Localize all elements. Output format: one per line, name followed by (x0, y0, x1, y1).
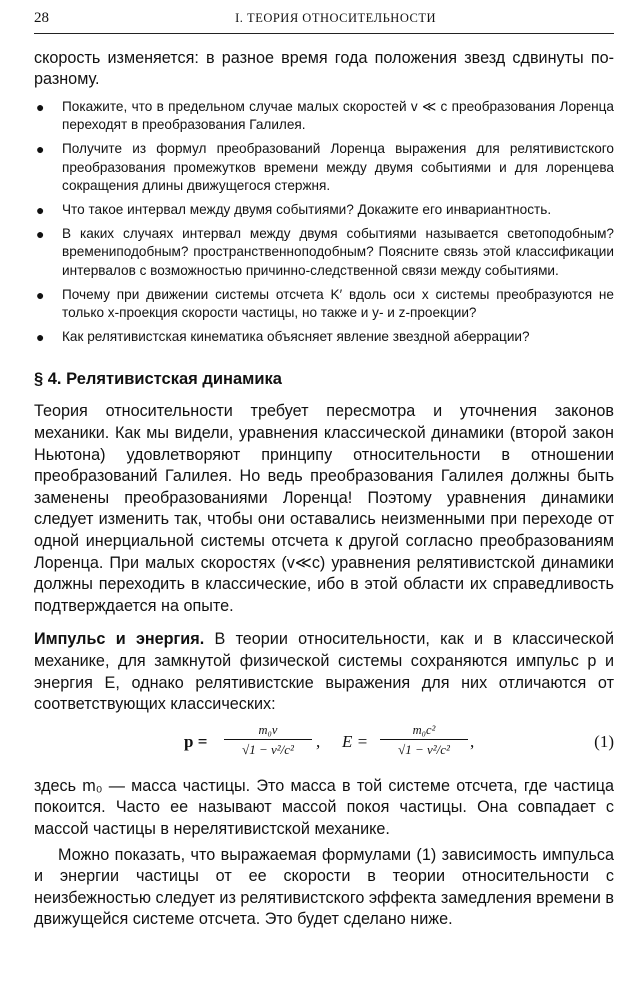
question-text: Почему при движении системы отсчета K′ вдоль оси x системы преобразуются не только x-проекция скорости частицы, но также и y- и z-проекции? (62, 286, 614, 321)
section-intro: Теория относительности требует пересмотра и уточнения законов механики. Как мы видели, уравнения классической динамики (второй закон Ньютона) удовлетворяют принципу относительности в отношении преобразований Галилея. Но ведь преобразования Галилея должны быть заменены преобразованиями Лоренца! Поэтому уравнения динамики следует изменить так, чтобы они оставались неизменными при переходе от одной инерциальной системы отсчета к другой согласно преобразованиям Лоренца. При малых скоростях (v≪c) уравнения релятивистской динамики должны переходить в классические, ибо в этой области их справедливость подтверждается на опыте. (34, 402, 614, 615)
section-title: § 4. Релятивистская динамика (34, 370, 282, 389)
energy-fraction (380, 722, 468, 759)
energy-lhs: E = (342, 731, 369, 751)
question-text: Как релятивистская кинематика объясняет явление звездной аберрации? (62, 329, 530, 345)
running-header (34, 10, 614, 34)
subsection-heading: Импульс и энергия. (34, 630, 205, 649)
book-page (34, 10, 614, 931)
question-text: В каких случаях интервал между двумя событиями называется светоподобным? времениподобным? пространственноподобным? Поясните связь этой классификации интервалов с возможностью причинно-следственной связи между событиями. (62, 226, 614, 278)
bullet-icon: ● (36, 202, 45, 219)
energy-numerator: m₀c² (412, 722, 436, 737)
question-text: Что такое интервал между двумя событиями? Докажите его инвариантность. (62, 202, 552, 218)
question-item (34, 201, 614, 219)
equation-number: (1) (594, 731, 614, 751)
bullet-icon: ● (36, 329, 45, 346)
bullet-icon: ● (36, 226, 45, 243)
question-item (34, 286, 614, 322)
chapter-title: I. ТЕОРИЯ ОТНОСИТЕЛЬНОСТИ (235, 11, 436, 25)
fraction-bar (224, 739, 312, 740)
formula-1 (34, 718, 614, 774)
momentum-lhs: p = (184, 731, 208, 751)
question-text: Покажите, что в предельном случае малых скоростей v ≪ c преобразования Лоренца переходят в преобразования Галилея. (62, 99, 614, 133)
question-item (34, 98, 614, 134)
page-number: 28 (34, 10, 49, 26)
final-paragraph: Можно показать, что выражаемая формулами (1) зависимость импульса и энергии частицы от ее скорости в теории относительности с неизбежностью следует из релятивистского эффекта замедления времени в движущейся системе отсчета. Это будет сделано ниже. (34, 845, 614, 929)
bullet-icon: ● (36, 286, 45, 303)
question-item (34, 328, 614, 346)
question-text: Получите из формул преобразований Лоренца выражения для релятивистского преобразования промежутков времени между двумя событиями и для лоренцева сокращения длины движущегося стержня. (62, 141, 614, 193)
momentum-fraction (224, 722, 312, 759)
subsection-paragraph (34, 629, 614, 715)
question-item (34, 140, 614, 195)
subsection-text: В теории относительности, как и в классической механике, для замкнутой физической системы сохраняются импульс p и энергия E, однако релятивистские выражения для них отличаются от соответствующих классических: (34, 630, 614, 714)
lead-paragraph: скорость изменяется: в разное время года положения звезд сдвинуты по-разному. (34, 49, 614, 88)
after-formula-paragraph: здесь m₀ — масса частицы. Это масса в той системе отсчета, где частица покоится. Часто ее называют массой покоя частицы. Она совпадает с массой частицы в нерелятивистской механике. (34, 776, 614, 838)
momentum-numerator: m₀v (258, 722, 278, 737)
formula-end: , (470, 731, 475, 751)
bullet-icon: ● (36, 99, 45, 115)
bullet-icon: ● (36, 141, 45, 158)
fraction-bar (380, 739, 468, 740)
momentum-denominator: √1 − v²/c² (242, 741, 294, 757)
formula-separator: , (316, 731, 321, 751)
review-questions (34, 98, 614, 346)
energy-denominator: √1 − v²/c² (398, 741, 450, 757)
question-item (34, 225, 614, 280)
